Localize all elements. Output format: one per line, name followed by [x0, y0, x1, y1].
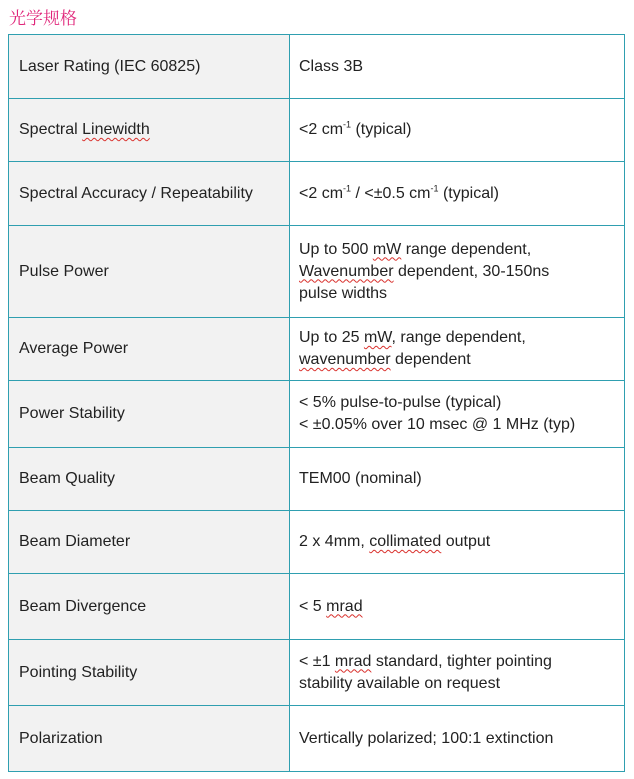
row-label: Beam Diameter	[9, 511, 290, 574]
value-text: < 5	[299, 597, 327, 615]
value-text-spellcheck: mW	[372, 240, 402, 258]
row-label	[9, 99, 290, 162]
table-row	[9, 448, 625, 511]
row-label: Average Power	[9, 318, 290, 381]
value-text-spellcheck: mrad	[334, 652, 372, 670]
row-value	[290, 99, 625, 162]
row-value: TEM00 (nominal)	[290, 448, 625, 511]
table-row	[9, 35, 625, 99]
row-value: Vertically polarized; 100:1 extinction	[290, 706, 625, 772]
row-value	[290, 381, 625, 448]
row-value: Class 3B	[290, 35, 625, 99]
value-line: pulse widths	[299, 284, 388, 302]
value-text-spellcheck: collimated	[369, 533, 442, 550]
row-label: Laser Rating (IEC 60825)	[9, 35, 290, 99]
value-text-spellcheck: mW	[363, 329, 392, 346]
value-text: < ±1	[299, 652, 335, 670]
value-line	[299, 239, 624, 261]
page-title: 光学规格	[9, 9, 77, 29]
value-text-spellcheck: Wavenumber	[299, 262, 394, 280]
value-text: range dependent,	[401, 240, 532, 258]
table-row	[9, 511, 625, 574]
value-text: Up to 500	[299, 240, 373, 258]
value-line	[299, 651, 624, 673]
row-label: Beam Divergence	[9, 574, 290, 640]
row-label: Pulse Power	[9, 226, 290, 318]
row-label: Pointing Stability	[9, 640, 290, 706]
value-text: / <±0.5 cm	[351, 184, 431, 202]
value-text: , range dependent,	[391, 329, 526, 346]
value-line: stability available on request	[299, 674, 501, 692]
value-text: standard, tighter pointing	[371, 652, 552, 670]
superscript: -1	[343, 183, 352, 194]
superscript: -1	[343, 119, 352, 130]
row-value	[290, 511, 625, 574]
row-value	[290, 574, 625, 640]
table-row	[9, 162, 625, 226]
value-line: < ±0.05% over 10 msec @ 1 MHz (typ)	[299, 416, 576, 433]
table-row	[9, 640, 625, 706]
row-label: Beam Quality	[9, 448, 290, 511]
row-label: Polarization	[9, 706, 290, 772]
table-row	[9, 318, 625, 381]
value-text: output	[441, 533, 491, 550]
label-text-spellcheck: Linewidth	[82, 121, 150, 138]
value-text: <2 cm	[299, 184, 344, 202]
row-value	[290, 226, 625, 318]
table-row	[9, 574, 625, 640]
value-line	[299, 261, 624, 283]
value-text: Up to 25	[299, 329, 364, 346]
value-text: <2 cm	[299, 121, 344, 138]
spec-table	[8, 34, 625, 772]
row-label: Spectral Accuracy / Repeatability	[9, 162, 290, 226]
table-row	[9, 706, 625, 772]
value-text: 2 x 4mm,	[299, 533, 370, 550]
value-line	[299, 349, 624, 371]
row-label: Power Stability	[9, 381, 290, 448]
value-text-spellcheck: mrad	[326, 597, 363, 615]
row-value	[290, 318, 625, 381]
label-text: Spectral	[19, 121, 83, 138]
value-text-spellcheck: wavenumber	[299, 351, 391, 368]
table-row	[9, 226, 625, 318]
value-line	[299, 327, 624, 349]
value-line: < 5% pulse-to-pulse (typical)	[299, 394, 502, 411]
value-text: dependent, 30-150ns	[393, 262, 550, 280]
value-text: dependent	[390, 351, 471, 368]
table-row	[9, 381, 625, 448]
value-text: (typical)	[351, 121, 412, 138]
table-row	[9, 99, 625, 162]
row-value	[290, 640, 625, 706]
row-value	[290, 162, 625, 226]
superscript: -1	[430, 183, 439, 194]
value-text: (typical)	[438, 184, 499, 202]
